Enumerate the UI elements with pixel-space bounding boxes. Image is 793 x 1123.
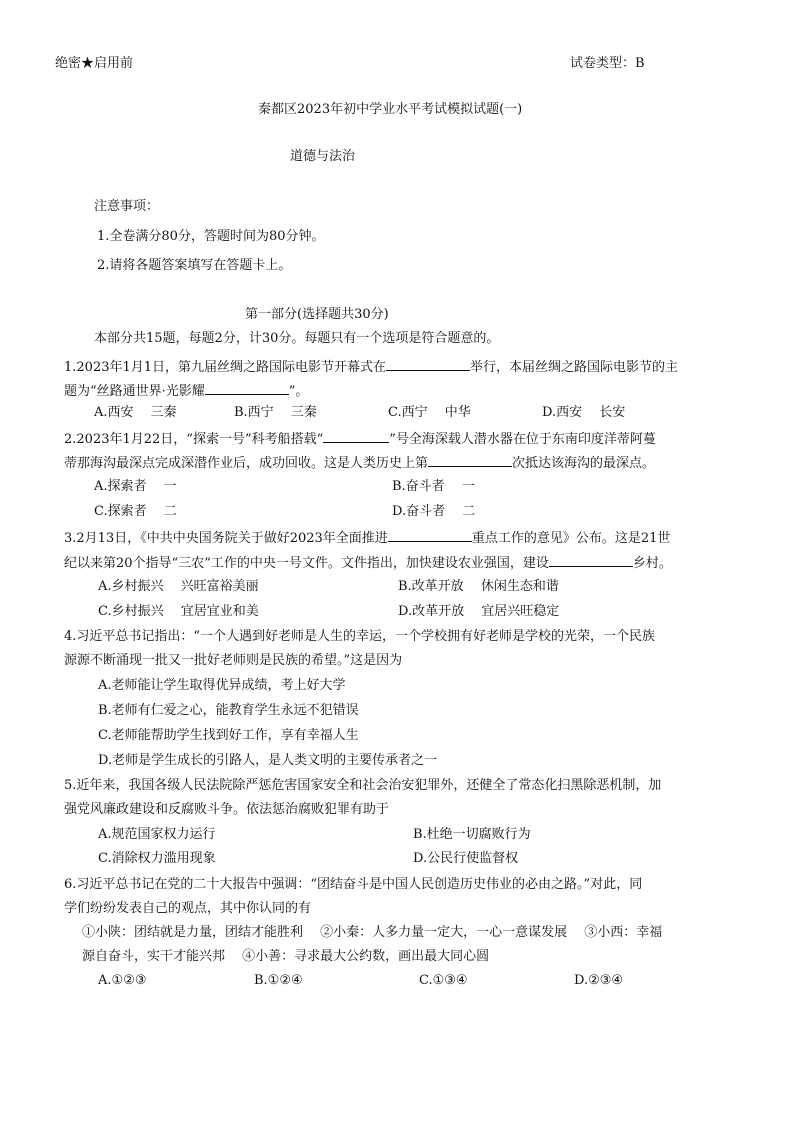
q2-option-c: C.探索者 二 — [94, 504, 177, 519]
q6-statements-line1: ①小陕：团结就是力量，团结才能胜利 ②小秦：人多力量一定大，一心一意谋发展 ③小西：幸福 — [82, 925, 663, 940]
q2-option-b: B.奋斗者 一 — [392, 479, 475, 494]
q6-option-c: C.①③④ — [419, 973, 468, 988]
q6-option-d: D.②③④ — [574, 973, 624, 988]
q1-option-a: A.西安 三秦 — [94, 405, 177, 420]
answer-blank — [428, 452, 512, 467]
exam-title: 秦都区2023年初中学业水平考试模拟试题(一) — [258, 102, 523, 117]
q5-option-d: D.公民行使监督权 — [413, 851, 519, 866]
q5-option-c: C.消除权力滥用现象 — [98, 851, 216, 866]
answer-blank — [386, 356, 470, 371]
answer-blank — [205, 380, 289, 395]
q3-line1: 3.2月13日，《中共中央国务院关于做好2023年全面推进 重点工作的意见》公布。这是21世 — [64, 527, 670, 548]
q4-line1: 4.习近平总书记指出：“一个人遇到好老师是人生的幸运，一个学校拥有好老师是学校的光荣，一个民族 — [64, 629, 656, 644]
q1-option-b: B.西宁 三秦 — [234, 405, 317, 420]
q6-line1: 6.习近平总书记在党的二十大报告中强调：“团结奋斗是中国人民创造历史伟业的必由之路。”对此，同 — [64, 877, 643, 892]
q1-line2: 题为“丝路通世界·光影耀 ”。 — [64, 380, 308, 401]
q5-line2: 强党风廉政建设和反腐败斗争。依法惩治腐败犯罪有助于 — [64, 802, 390, 817]
q3-line2: 纪以来第20个指导“三农”工作的中央一号文件。文件指出，加快建设农业强国，建设 乡村。 — [64, 552, 672, 573]
q2-line1: 2.2023年1月22日，“探索一号”科考船搭载“ ”号全海深载人潜水器在位于东南印度洋蒂阿蔓 — [64, 428, 656, 449]
q3-option-c: C.乡村振兴 宜居宜业和美 — [98, 604, 259, 619]
part1-intro: 本部分共15题，每题2分，计30分。每题只有一个选项是符合题意的。 — [94, 331, 500, 346]
q1-line1: 1.2023年1月1日，第九届丝绸之路国际电影节开幕式在 举行，本届丝绸之路国际电影节的主 — [64, 356, 678, 377]
q6-statements-line2: 源自奋斗，实干才能兴邦 ④小善：寻求最大公约数，画出最大同心圆 — [82, 949, 490, 964]
q1-option-d: D.西安 长安 — [542, 405, 626, 420]
answer-blank — [323, 428, 389, 443]
note-item: 1.全卷满分80分，答题时间为80分钟。 — [97, 229, 325, 244]
q4-option-b: B.老师有仁爱之心，能教育学生永远不犯错误 — [98, 703, 359, 718]
q4-option-c: C.老师能帮助学生找到好工作，享有幸福人生 — [98, 728, 359, 743]
q3-option-a: A.乡村振兴 兴旺富裕美丽 — [98, 579, 259, 594]
q4-option-d: D.老师是学生成长的引路人，是人类文明的主要传承者之一 — [98, 753, 438, 768]
q2-option-a: A.探索者 一 — [94, 479, 177, 494]
q4-option-a: A.老师能让学生取得优异成绩，考上好大学 — [98, 678, 346, 693]
q5-option-b: B.杜绝一切腐败行为 — [413, 827, 531, 842]
q5-line1: 5.近年来，我国各级人民法院除严惩危害国家安全和社会治安犯罪外，还健全了常态化扫黑除恶机制，加 — [64, 778, 662, 793]
q1-option-c: C.西宁 中华 — [388, 405, 471, 420]
q3-option-d: D.改革开放 宜居兴旺稳定 — [398, 604, 560, 619]
q6-line2: 学们纷纷发表自己的观点，其中你认同的有 — [64, 901, 312, 916]
q6-option-b: B.①②④ — [254, 973, 303, 988]
subject-title: 道德与法治 — [290, 149, 356, 164]
answer-blank — [388, 527, 472, 542]
q2-line2: 蒂那海沟最深点完成深潜作业后，成功回收。这是人类历史上第 次抵达该海沟的最深点。 — [64, 452, 655, 473]
q6-option-a: A.①②③ — [98, 973, 147, 988]
q5-option-a: A.规范国家权力运行 — [98, 827, 216, 842]
q2-option-d: D.奋斗者 二 — [392, 504, 476, 519]
q4-line2: 源源不断涌现一批又一批好老师则是民族的希望。”这是因为 — [64, 653, 403, 668]
secret-label: 绝密★启用前 — [55, 56, 134, 71]
q3-option-b: B.改革开放 休闲生态和谐 — [398, 579, 559, 594]
note-item: 2.请将各题答案填写在答题卡上。 — [97, 258, 292, 273]
paper-type: 试卷类型：B — [570, 56, 645, 71]
answer-blank — [549, 552, 633, 567]
notes-heading: 注意事项： — [94, 199, 160, 214]
part1-title: 第一部分(选择题共30分) — [245, 307, 389, 322]
